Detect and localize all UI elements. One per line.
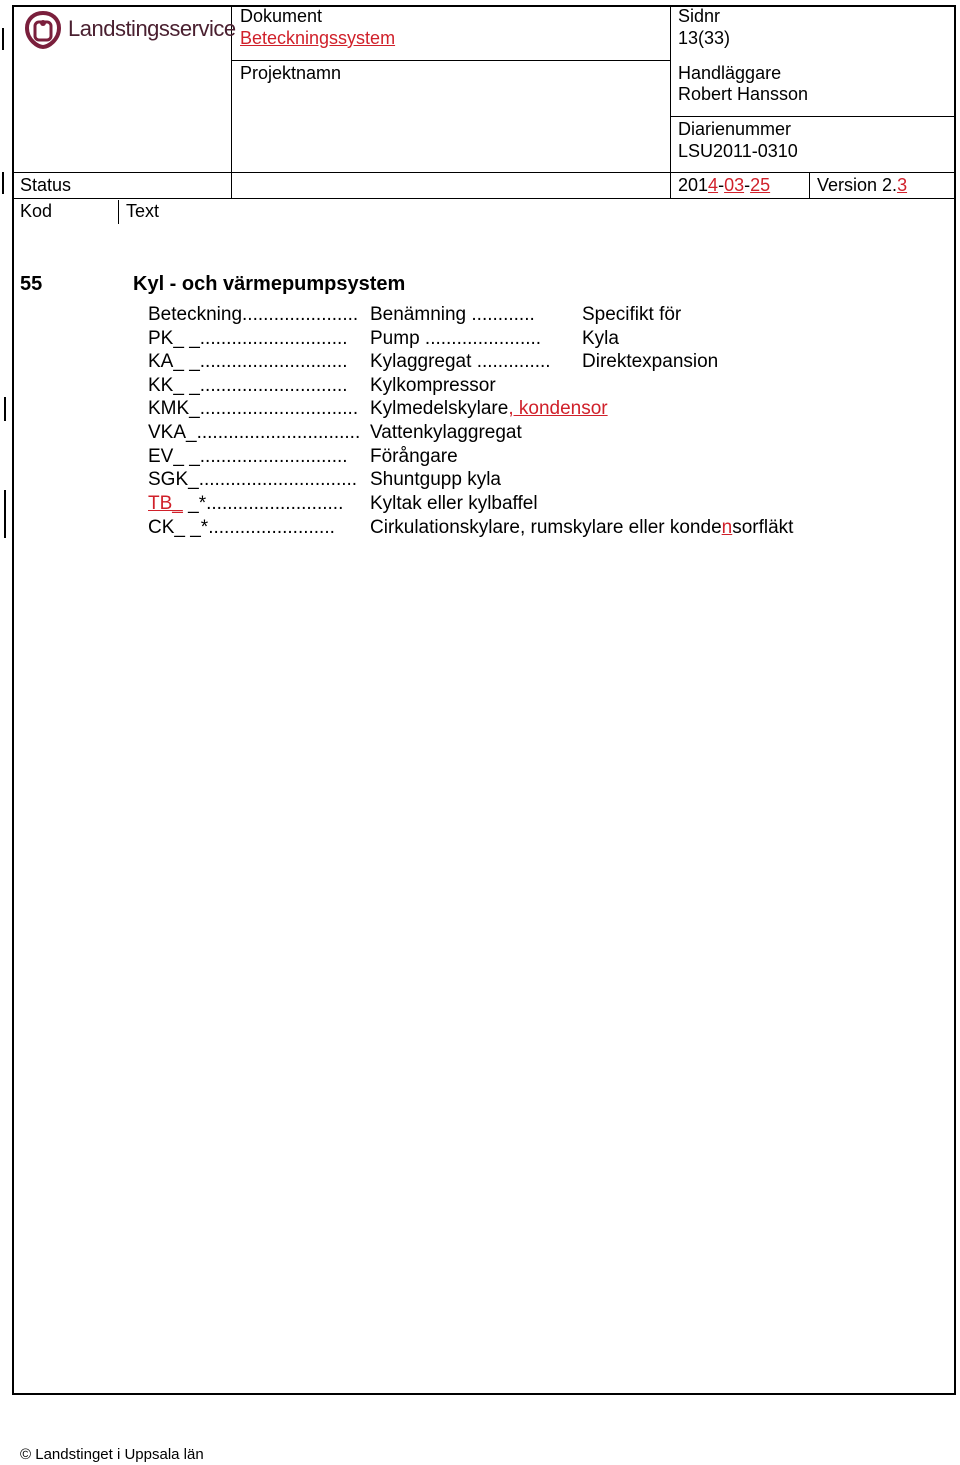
list-item: TB_ _*.......................... Kyltak eller kylbaffel [148, 493, 538, 514]
logo-icon [24, 10, 62, 50]
handlaggare-label: Handläggare [678, 63, 782, 83]
date-value: 2014-03-25 [678, 175, 771, 195]
header-divider [670, 5, 671, 198]
list-item: VKA_............................... Vattenkylaggregat [148, 422, 522, 443]
handlaggare-value: Robert Hansson [678, 84, 809, 104]
change-bar [2, 172, 4, 194]
footer-text: Landstinget i Uppsala län [35, 1446, 204, 1463]
dokument-label: Dokument [240, 6, 323, 26]
diarienummer-value: LSU2011-0310 [678, 141, 798, 161]
change-bar [4, 397, 6, 421]
list-item: KA_ _............................ Kylaggregat .............. Direktexpansion [148, 351, 719, 372]
header-divider [231, 60, 670, 61]
diarienummer-label: Diarienummer [678, 119, 792, 139]
header-divider [12, 198, 956, 199]
version-value: Version 2.3 [817, 175, 908, 195]
kod-label: Kod [20, 201, 53, 221]
projektnamn-label: Projektnamn [240, 63, 342, 83]
section-title: Kyl - och värmepumpsystem [133, 273, 406, 295]
section-number: 55 [20, 273, 43, 295]
list-item: KMK_.............................. Kylmedelskylare, kondensor [148, 398, 608, 419]
kod-text-divider [118, 200, 119, 224]
change-bar [2, 28, 4, 50]
landstingsservice-logo [24, 10, 236, 52]
change-bar [4, 490, 6, 538]
text-label: Text [126, 201, 160, 221]
list-item: SGK_.............................. Shuntgupp kyla [148, 469, 501, 490]
list-item: CK_ _*........................ Cirkulationskylare, rumskylare eller kondensorfläkt [148, 517, 794, 538]
list-item: EV_ _............................ Förångare [148, 446, 458, 467]
dokument-value: Beteckningssystem [240, 28, 396, 48]
logo-wordmark: Landstingsservice [68, 16, 236, 41]
header-divider [670, 116, 956, 117]
list-item: Beteckning...................... Benämning ............ Specifikt för [148, 304, 682, 325]
header-divider [12, 172, 956, 173]
list-item: KK_ _............................ Kylkompressor [148, 375, 496, 396]
list-item: PK_ _............................ Pump ...................... Kyla [148, 328, 619, 349]
status-label: Status [20, 175, 72, 195]
sidnr-value: 13(33) [678, 28, 731, 48]
footer-copyright [20, 1446, 204, 1463]
header-divider [809, 172, 810, 198]
sidnr-label: Sidnr [678, 6, 721, 26]
copyright-icon: © [20, 1446, 32, 1463]
